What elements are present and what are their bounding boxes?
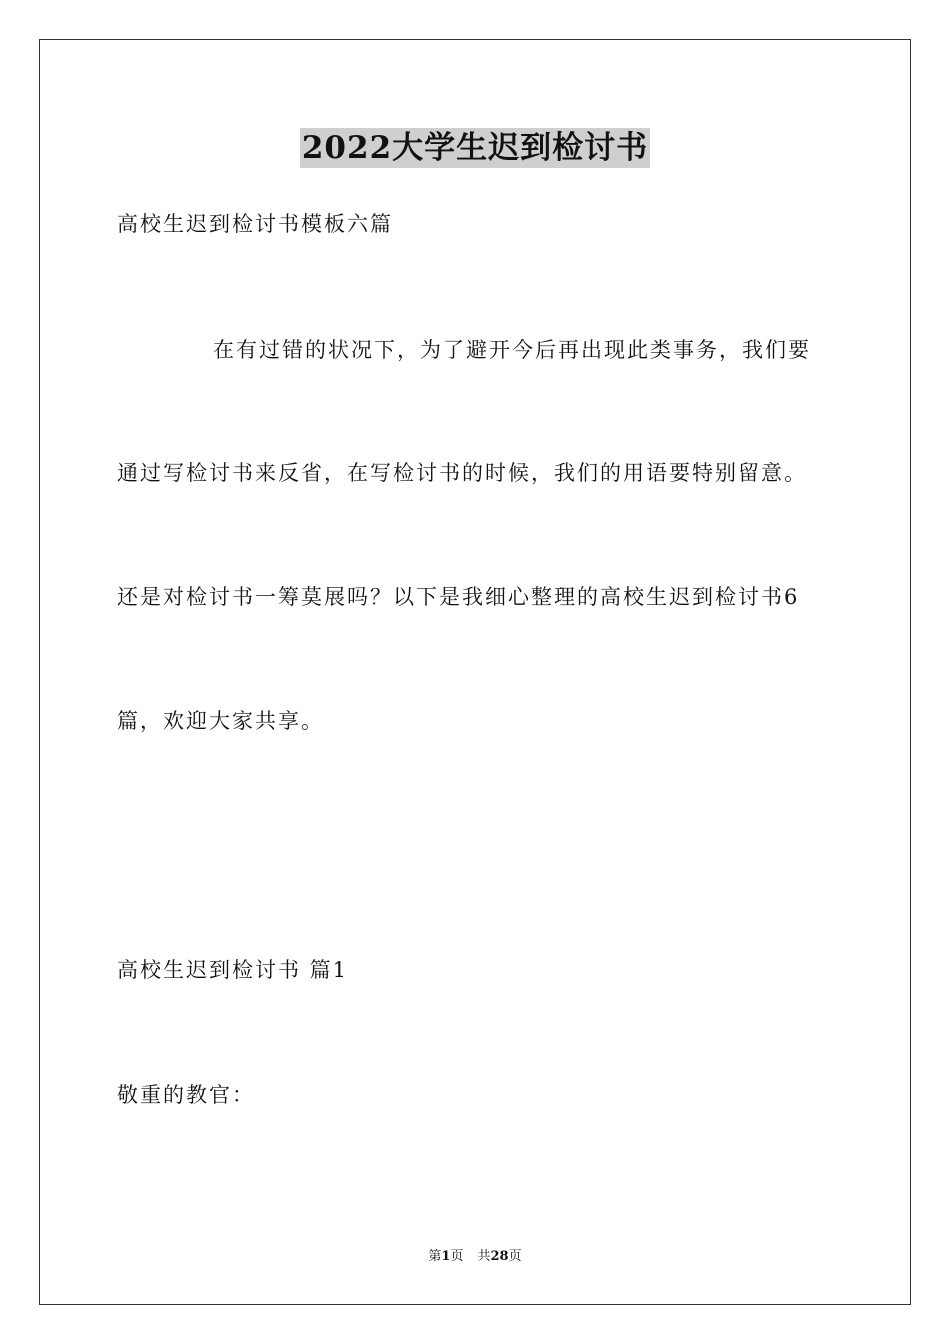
document-title — [0, 128, 950, 173]
paragraph-line-3: 还是对检讨书一筹莫展吗？以下是我细心整理的高校生迟到检讨书6 — [117, 585, 800, 609]
section-heading: 高校生迟到检讨书 篇1 — [117, 958, 349, 982]
footer-page-prefix: 第 — [428, 1249, 442, 1264]
document-title-text: 2022大学生迟到检讨书 — [301, 130, 649, 166]
paragraph-line-4: 篇，欢迎大家共享。 — [117, 709, 324, 733]
footer-page-number: 1 — [441, 1249, 451, 1264]
document-subtitle: 高校生迟到检讨书模板六篇 — [117, 212, 393, 236]
salutation: 敬重的教官： — [117, 1083, 255, 1107]
footer-page-suffix: 页 — [450, 1249, 464, 1264]
footer-total-pages: 28 — [490, 1249, 509, 1264]
footer-total-suffix: 页 — [508, 1249, 522, 1264]
footer-total-prefix: 共 — [477, 1249, 491, 1264]
paragraph-line-2: 通过写检讨书来反省，在写检讨书的时候，我们的用语要特别留意。 — [117, 461, 807, 485]
page-footer — [0, 1248, 950, 1266]
paragraph-line-1: 在有过错的状况下，为了避开今后再出现此类事务，我们要 — [213, 338, 811, 362]
